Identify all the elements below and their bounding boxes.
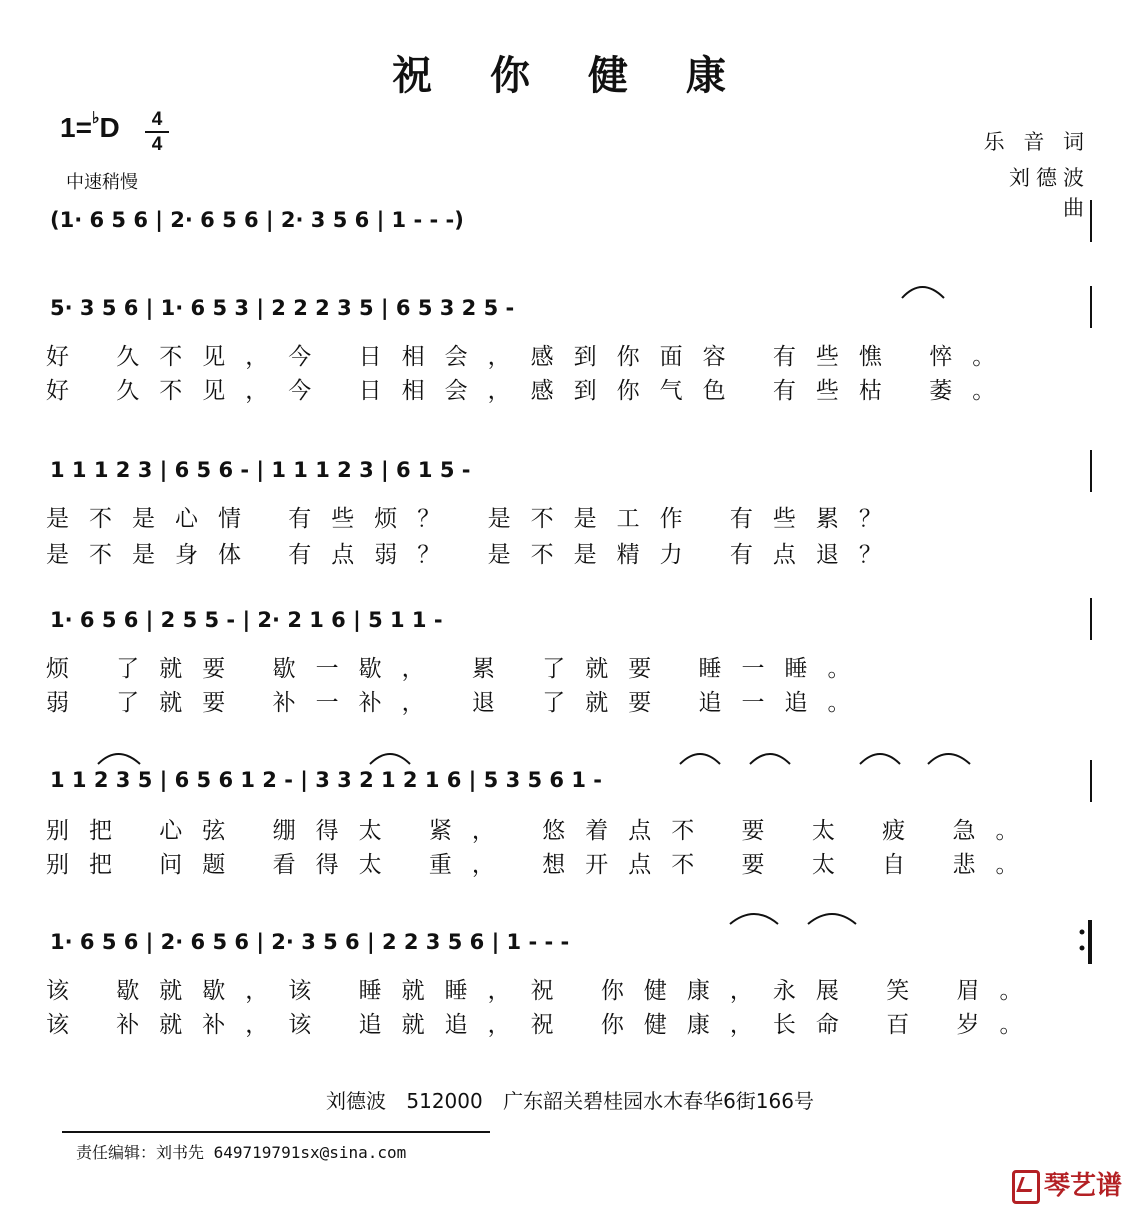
notation-row-intro: (1· 6 5 6 | 2· 6 5 6 | 2· 3 5 6 | 1 - - -) [50, 208, 464, 232]
notation-row-2: 1 1 1 2 3 | 6 5 6 - | 1 1 1 2 3 | 6 1 5 - [50, 458, 471, 482]
slur [370, 754, 410, 764]
song-title: 祝 你 健 康 [392, 52, 748, 99]
key-label: 1= [60, 112, 92, 143]
slur [750, 754, 790, 764]
lyric-line-4-verse-2: 别把 问题 看得太 重， 想开点不 要 太 自 悲。 [46, 852, 1039, 878]
site-logo [1012, 1165, 1122, 1204]
time-beats: 4 [151, 109, 163, 130]
slur [860, 754, 900, 764]
notation-row-3: 1· 6 5 6 | 2 5 5 - | 2· 2 1 6 | 5 1 1 - [50, 608, 443, 632]
time-unit: 4 [151, 134, 163, 155]
key-note: D [99, 112, 120, 143]
lyric-line-1-verse-1: 好 久不见，今 日相会，感到你面容 有些憔 悴。 [46, 344, 1016, 370]
lyric-line-5-verse-1: 该 歇就歇，该 睡就睡，祝 你健康，永展 笑 眉。 [46, 978, 1043, 1004]
notation-row-4: 1 1 2 3 5 | 6 5 6 1 2 - | 3 3 2 1 2 1 6 | 5 3 5 6 1 - [50, 768, 602, 792]
lyric-line-2-verse-1: 是不是心情 有些烦？ 是不是工作 有些累？ [46, 506, 902, 532]
lyric-line-2-verse-2: 是不是身体 有点弱？ 是不是精力 有点退？ [46, 542, 902, 568]
lyric-line-1-verse-2: 好 久不见，今 日相会，感到你气色 有些枯 萎。 [46, 378, 1016, 404]
flat-sign: ♭ [91, 110, 100, 127]
notation-row-5: 1· 6 5 6 | 2· 6 5 6 | 2· 3 5 6 | 2 2 3 5 6 | 1 - - - [50, 930, 570, 954]
slur [730, 914, 778, 924]
lyricist-credit: 乐 音 词 [983, 130, 1090, 154]
lyric-line-5-verse-2: 该 补就补，该 追就追，祝 你健康，长命 百 岁。 [46, 1012, 1043, 1038]
repeat-dot [1080, 930, 1085, 935]
composer-address: 刘德波 512000 广东韶关碧桂园水木春华6街166号 [326, 1089, 814, 1113]
lyric-line-3-verse-2: 弱 了就要 补一补， 退 了就要 追一追。 [46, 690, 871, 716]
repeat-dot [1080, 946, 1085, 951]
slur [928, 754, 970, 764]
slur [680, 754, 720, 764]
lyric-line-4-verse-1: 别把 心弦 绷得太 紧， 悠着点不 要 太 疲 急。 [46, 818, 1039, 844]
slur [808, 914, 856, 924]
editor-credit: 责任编辑：刘书先 649719791sx@sina.com [76, 1143, 407, 1162]
logo-text: 琴艺谱 [1044, 1171, 1123, 1201]
lyric-line-3-verse-1: 烦 了就要 歇一歇， 累 了就要 睡一睡。 [46, 656, 871, 682]
divider [62, 1131, 490, 1133]
tempo-marking: 中速稍慢 [66, 172, 138, 193]
logo-icon [1012, 1170, 1040, 1204]
slur [98, 754, 140, 764]
notation-row-1: 5· 3 5 6 | 1· 6 5 3 | 2 2 2 3 5 | 6 5 3 2 5 - [50, 296, 515, 320]
composer-credit: 刘德波 曲 [1009, 166, 1090, 220]
slur [902, 287, 944, 298]
